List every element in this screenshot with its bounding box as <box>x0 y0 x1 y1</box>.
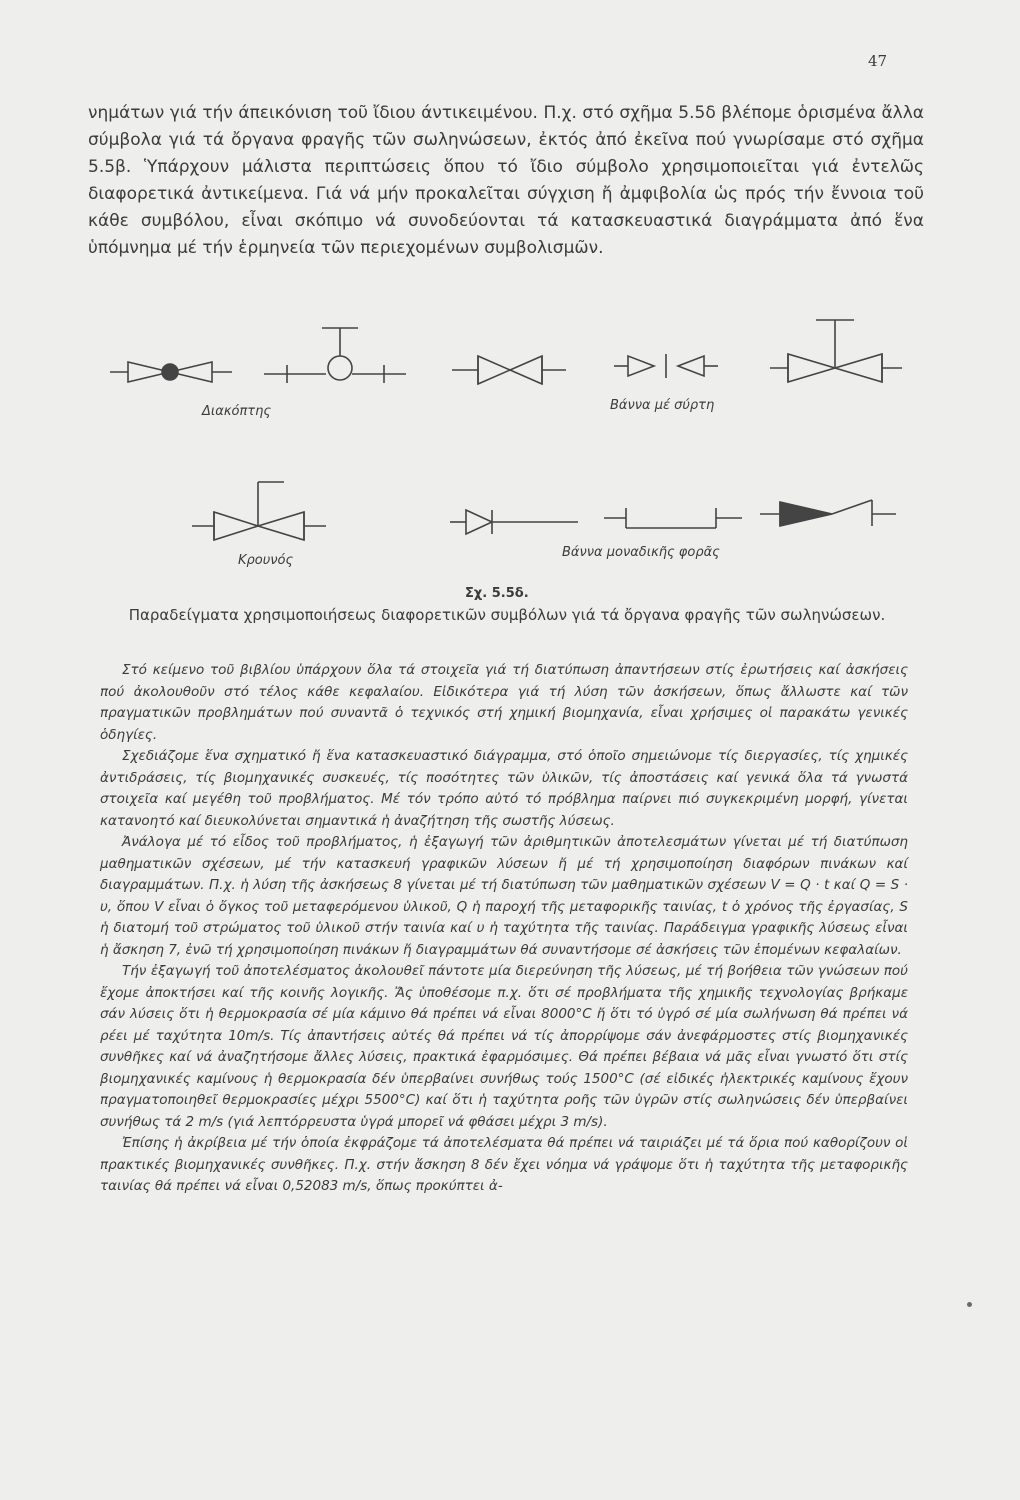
lower-text-block <box>100 660 908 1198</box>
valve-symbol-tap <box>192 482 326 540</box>
valve-symbol-one-way-filled <box>760 500 896 526</box>
paragraph: Ἀνάλογα μέ τό εἶδος τοῦ προβλήματος, ἡ ἐξαγωγή τῶν ἀριθμητικῶν ἀποτελεσμάτων γίνεται μέ τή διατύπωση μαθηματικῶν σχέσεων, μέ τήν κατασκευή γραφικῶν λύσεων ἤ μέ τή χρησιμοποίηση διαφόρων πινάκων καί διαγραμμάτων. Π.χ. ἡ λύση τῆς ἀσκήσεως 8 γίνεται μέ τή διατύπωση τῶν μαθηματικῶν σχέσεων V = Q · t καί Q = S · υ, ὅπου V εἶναι ὁ ὄγκος τοῦ μεταφερόμενου ὑλικοῦ, Q ἡ παροχή τῆς μεταφορικῆς ταινίας, t ὁ χρόνος τῆς ἐργασίας, S ἡ διατομή τοῦ στρώματος τοῦ ὑλικοῦ στήν ταινία καί υ ἡ ταχύτητα τῆς ταινίας. Παράδειγμα γραφικῆς λύσεως εἶναι ἡ ἄσκηση 7, ἐνῶ τή χρησιμοποίηση πινάκων ἤ διαγραμμάτων θά συναντήσομε σέ ἀσκήσεις τῶν ἑπομένων κεφαλαίων. <box>100 834 908 958</box>
paragraph: Στό κείμενο τοῦ βιβλίου ὑπάρχουν ὅλα τά στοιχεῖα γιά τή διατύπωση ἀπαντήσεων στίς ἐρωτήσεις καί ἀσκήσεις πού ἀκολουθοῦν στό τέλος κάθε κεφαλαίου. Εἰδικότερα γιά τή λύση τῶν ἀσκήσεων, ὅπως ἄλλωστε καί τῶν πραγματικῶν προβλημάτων πού συναντᾶ ὁ τεχνικός στή χημική βιομηχανία, εἶναι χρήσιμες οἱ παρακάτω γενικές ὁδηγίες. <box>100 662 908 743</box>
paragraph: Ἐπίσης ἡ ἀκρίβεια μέ τήν ὁποία ἐκφράζομε τά ἀποτελέσματα θά πρέπει νά ταιριάζει μέ τά ὅρια πού καθορίζουν οἱ πρακτικές βιομηχανικές συνθῆκες. Π.χ. στήν ἄσκηση 8 δέν ἔχει νόημα νά γράψομε ὅτι ἡ ταχύτητα τῆς μεταφορικῆς ταινίας θά πρέπει νά εἶναι 0,52083 m/s, ὅπως προκύπτει ἀ- <box>100 1135 908 1194</box>
valve-symbol-slide <box>614 354 718 378</box>
figure-number: Σχ. 5.5δ. <box>465 586 529 601</box>
label-vanna-syrti: Βάννα μέ σύρτη <box>610 398 715 413</box>
valve-symbol-one-way <box>604 508 742 528</box>
valve-symbols-figure <box>0 300 1020 580</box>
valve-symbol-ball <box>110 362 232 382</box>
label-diakoptis: Διακόπτης <box>202 404 271 419</box>
figure-caption: Παραδείγματα χρησιμοποιήσεως διαφορετικῶν συμβόλων γιά τά ὄργανα φραγῆς τῶν σωληνώσεων. <box>128 606 886 624</box>
valve-symbol-gate-stem <box>770 320 902 382</box>
valve-symbol-gate <box>452 356 566 384</box>
paragraph: Τήν ἐξαγωγή τοῦ ἀποτελέσματος ἀκολουθεῖ πάντοτε μία διερεύνηση τῆς λύσεως, μέ τή βοήθεια τῶν γνώσεων πού ἔχομε ἀποκτήσει καί τῆς κοινῆς λογικῆς. Ἄς ὑποθέσομε π.χ. ὅτι σέ προβλήματα τῆς χημικῆς τεχνολογίας βρήκαμε σάν λύσεις ὅτι ἡ θερμοκρασία σέ μία κάμινο θά πρέπει νά εἶναι 8000°C ἤ ὅτι τό ὑγρό σέ μία σωλήνωση θά πρέπει νά ρέει μέ ταχύτητα 10m/s. Τίς ἀπαντήσεις αὐτές θά πρέπει νά τίς ἀπορρίψομε σάν ἀνεφάρμοστες στίς βιομηχανικές συνθῆκες καί νά ἀναζητήσομε ἄλλες λύσεις, πρακτικά ἐφαρμόσιμες. Θά πρέπει βέβαια νά μᾶς εἶναι γνωστό ὅτι στίς βιομηχανικές καμίνους ἡ θερμοκρασία δέν ὑπερβαίνει συνήθως τούς 1500°C (σέ εἰδικές ἠλεκτρικές καμίνους ἔχουν πραγματοποιηθεῖ θερμοκρασίες μέχρι 5500°C) καί ὅτι ἡ ταχύτητα ροῆς τῶν ὑγρῶν στίς σωληνώσεις δέν ὑπερβαίνει συνήθως τά 2 m/s (γιά λεπτόρρευστα ὑγρά μπορεῖ νά φθάσει μέχρι 3 m/s). <box>100 963 908 1130</box>
upper-paragraph: νημάτων γιά τήν άπεικόνιση τοῦ ἴδιου άντικειμένου. Π.χ. στό σχῆμα 5.5δ βλέπομε ὁρισμένα ἄλλα σύμβολα γιά τά ὄργανα φραγῆς τῶν σωληνώσεων, ἐκτός ἀπό ἐκεῖνα πού γνωρίσαμε στό σχῆμα 5.5β. Ὑπάρχουν μάλιστα περιπτώσεις ὅπου τό ἴδιο σύμβολο χρησιμοποιεῖται γιά ἐντελῶς διαφορετικά ἀντικείμενα. Γιά νά μήν προκαλεῖται σύγχιση ἤ ἀμφιβολία ὡς πρός τήν ἔννοια τοῦ κάθε συμβόλου, εἶναι σκόπιμο νά συνοδεύονται τά κατασκευαστικά διαγράμματα ἀπό ἕνα ὑπόμνημα μέ τήν ἑρμηνεία τῶν περιεχομένων συμβολισμῶν. <box>88 103 924 258</box>
label-vanna-monadikis: Βάννα μοναδικῆς φορᾶς <box>562 545 720 560</box>
page-number: 47 <box>868 52 888 70</box>
valve-symbol-circle-stem <box>264 328 406 383</box>
label-krounos: Κρουνός <box>238 553 294 568</box>
valve-symbol-check <box>450 510 578 534</box>
margin-mark <box>967 1302 972 1307</box>
paragraph: Σχεδιάζομε ἕνα σχηματικό ἤ ἕνα κατασκευαστικό διάγραμμα, στό ὁποῖο σημειώνομε τίς διεργασίες, τίς χημικές ἀντιδράσεις, τίς βιομηχανικές συσκευές, τίς ποσότητες τῶν ὑλικῶν, τίς ἀποστάσεις καί γενικά ὅλα τά γνωστά στοιχεῖα καί μεγέθη τοῦ προβλήματος. Μέ τόν τρόπο αὐτό τό πρόβλημα παίρνει πιό συγκεκριμένη μορφή, γίνεται κατανοητό καί διευκολύνεται σημαντικά ἡ ἀναζήτηση τῆς σωστῆς λύσεως. <box>100 748 908 829</box>
